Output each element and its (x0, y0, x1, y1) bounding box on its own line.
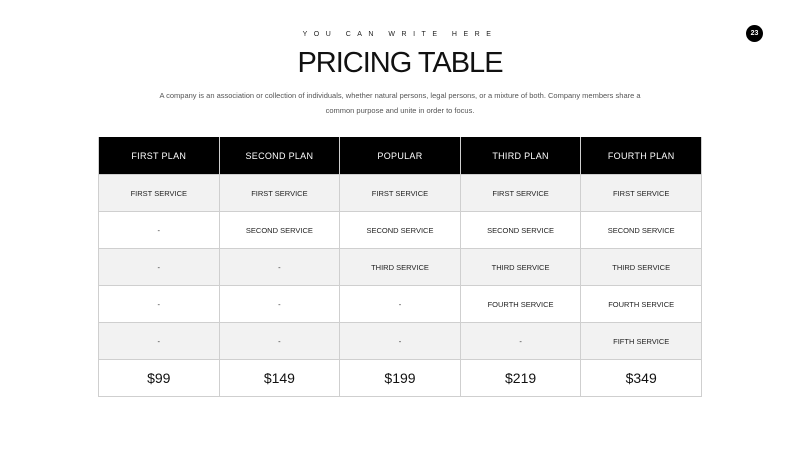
table-cell: THIRD SERVICE (340, 249, 461, 286)
table-header-row (99, 137, 702, 175)
table-cell: - (99, 286, 220, 323)
table-cell: - (219, 286, 340, 323)
column-header-second-plan: SECOND PLAN (219, 137, 340, 175)
column-header-fourth-plan: FOURTH PLAN (581, 137, 702, 175)
table-cell: THIRD SERVICE (460, 249, 581, 286)
table-cell: FOURTH SERVICE (581, 286, 702, 323)
table-row (99, 212, 702, 249)
page-number-badge: 23 (746, 25, 763, 42)
table-row (99, 286, 702, 323)
table-cell: - (99, 212, 220, 249)
table-cell: FIRST SERVICE (581, 175, 702, 212)
table-cell: SECOND SERVICE (460, 212, 581, 249)
table-cell: - (340, 323, 461, 360)
table-row (99, 249, 702, 286)
price-popular: $199 (340, 360, 461, 397)
table-cell: FIRST SERVICE (99, 175, 220, 212)
table-cell: - (460, 323, 581, 360)
table-cell: - (99, 249, 220, 286)
column-header-first-plan: FIRST PLAN (99, 137, 220, 175)
eyebrow-text: YOU CAN WRITE HERE (302, 31, 498, 38)
table-cell: FIRST SERVICE (460, 175, 581, 212)
table-cell: - (99, 323, 220, 360)
table-cell: - (219, 323, 340, 360)
table-cell: FIRST SERVICE (219, 175, 340, 212)
description-text: A company is an association or collection of individuals, whether natural persons, legal persons, or a mixture of both. Company members share a common purpose and unite in order to focus. (159, 91, 641, 115)
page-title: PRICING TABLE (297, 47, 503, 79)
price-third-plan: $219 (460, 360, 581, 397)
table-row (99, 175, 702, 212)
table-cell: FIRST SERVICE (340, 175, 461, 212)
table-cell: SECOND SERVICE (219, 212, 340, 249)
price-second-plan: $149 (219, 360, 340, 397)
table-cell: THIRD SERVICE (581, 249, 702, 286)
column-header-popular: POPULAR (340, 137, 461, 175)
table-cell: FOURTH SERVICE (460, 286, 581, 323)
price-fourth-plan: $349 (581, 360, 702, 397)
column-header-third-plan: THIRD PLAN (460, 137, 581, 175)
table-cell: SECOND SERVICE (581, 212, 702, 249)
table-cell: SECOND SERVICE (340, 212, 461, 249)
price-row (99, 360, 702, 397)
price-first-plan: $99 (99, 360, 220, 397)
table-row (99, 323, 702, 360)
table-cell: - (340, 286, 461, 323)
table-cell: FIFTH SERVICE (581, 323, 702, 360)
pricing-table (98, 137, 702, 397)
table-cell: - (219, 249, 340, 286)
